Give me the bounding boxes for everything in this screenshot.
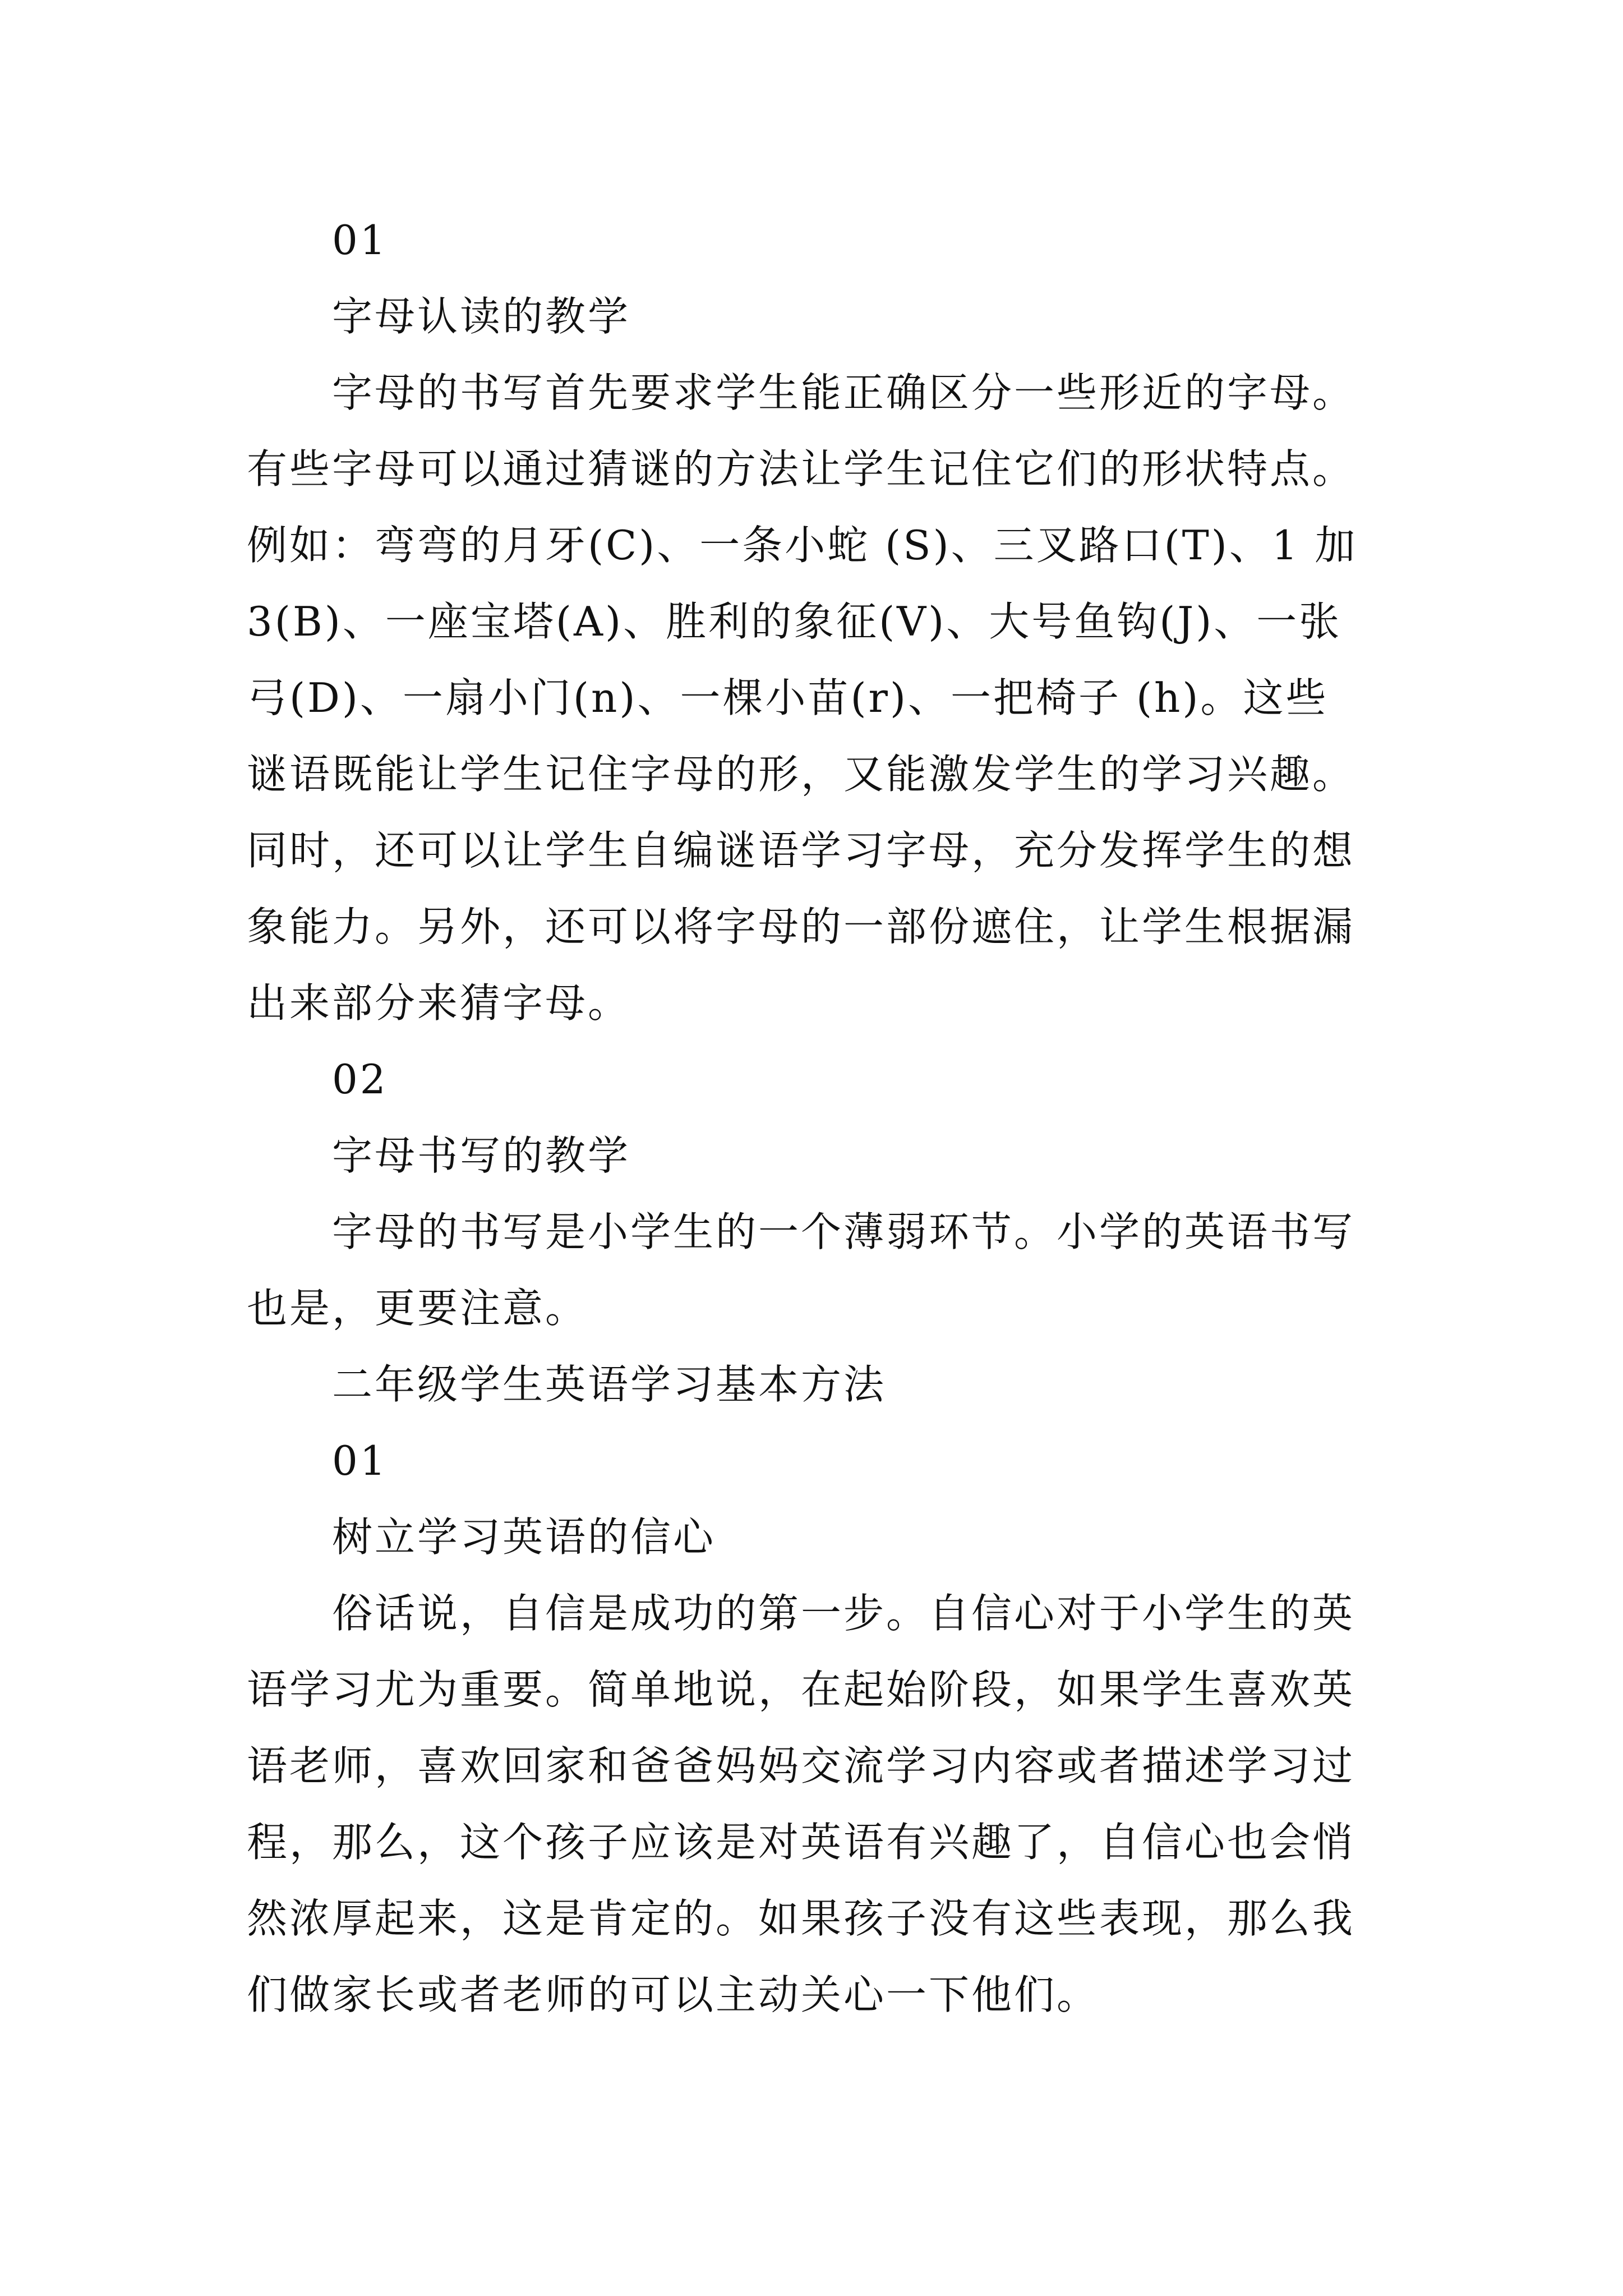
section-number-1b: 01 — [332, 1437, 388, 1484]
paragraph-line: 也是，更要注意。 — [247, 1285, 588, 1332]
paragraph-line: 俗话说，自信是成功的第一步。自信心对于小学生的英 — [332, 1590, 1355, 1637]
paragraph-line: 弓(D)、一扇小门(n)、一棵小苗(r)、一把椅子 (h)。这些 — [247, 674, 1329, 721]
section-number-1: 01 — [332, 217, 388, 264]
paragraph-line: 语学习尤为重要。简单地说，在起始阶段，如果学生喜欢英 — [247, 1666, 1355, 1713]
paragraph-line: 出来部分来猜字母。 — [247, 979, 631, 1027]
paragraph-line: 们做家长或者老师的可以主动关心一下他们。 — [247, 1971, 1100, 2018]
paragraph-line: 有些字母可以通过猜谜的方法让学生记住它们的形状特点。 — [247, 445, 1355, 493]
paragraph-line: 同时，还可以让学生自编谜语学习字母，充分发挥学生的想 — [247, 827, 1355, 874]
paragraph-line: 谜语既能让学生记住字母的形，又能激发学生的学习兴趣。 — [247, 751, 1355, 798]
section-heading-confidence: 树立学习英语的信心 — [332, 1513, 716, 1561]
document-body — [247, 202, 1385, 2033]
section-heading-letter-writing: 字母书写的教学 — [332, 1132, 631, 1179]
paragraph-line: 例如：弯弯的月牙(C)、一条小蛇 (S)、三叉路口(T)、1 加 — [247, 522, 1358, 569]
paragraph-line: 语老师，喜欢回家和爸爸妈妈交流学习内容或者描述学习过 — [247, 1742, 1355, 1789]
section-number-2: 02 — [332, 1056, 388, 1103]
section-heading-letter-recognition: 字母认读的教学 — [332, 293, 631, 340]
paragraph-line: 然浓厚起来，这是肯定的。如果孩子没有这些表现，那么我 — [247, 1895, 1355, 1942]
paragraph-line: 象能力。另外，还可以将字母的一部份遮住，让学生根据漏 — [247, 903, 1355, 950]
section-title-basic-methods: 二年级学生英语学习基本方法 — [332, 1361, 887, 1408]
paragraph-line: 字母的书写首先要求学生能正确区分一些形近的字母。 — [332, 369, 1355, 416]
paragraph-line: 3(B)、一座宝塔(A)、胜利的象征(V)、大号鱼钩(J)、一张 — [247, 598, 1342, 645]
paragraph-line: 字母的书写是小学生的一个薄弱环节。小学的英语书写 — [332, 1208, 1355, 1255]
paragraph-line: 程，那么，这个孩子应该是对英语有兴趣了，自信心也会悄 — [247, 1819, 1355, 1866]
